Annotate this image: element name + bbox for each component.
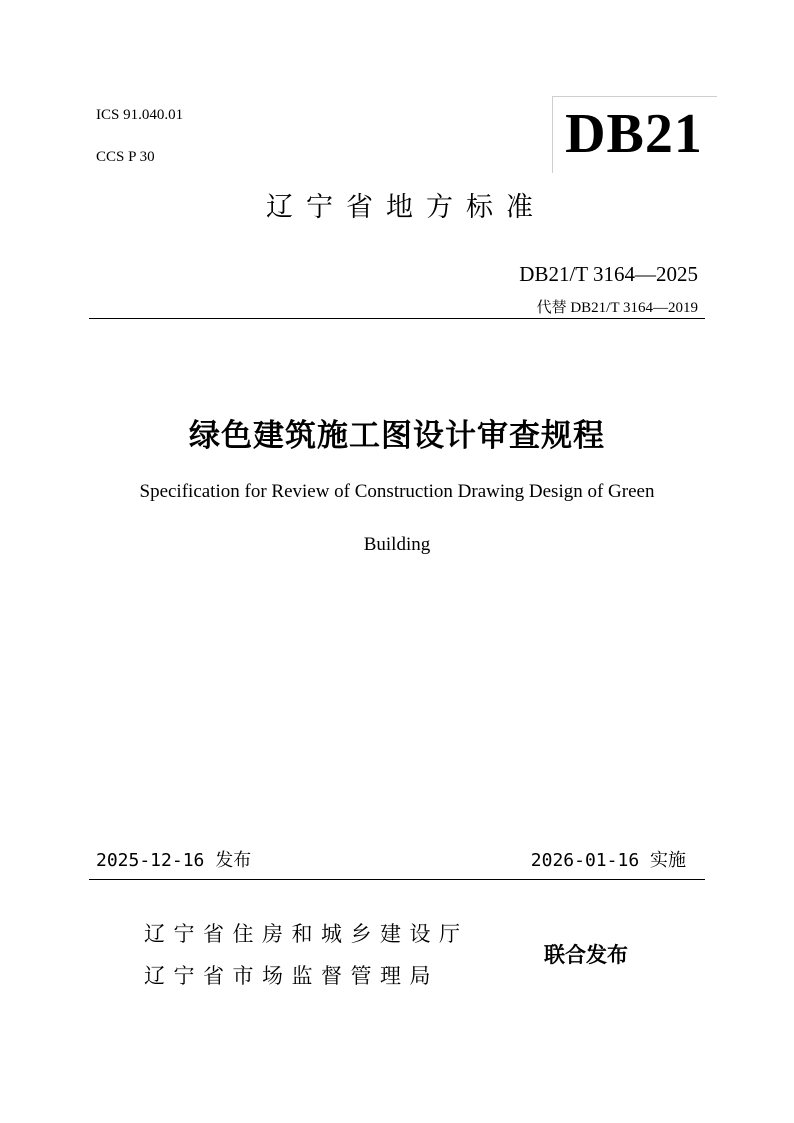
issuer-market-regulation: 辽宁省市场监督管理局 [144,964,439,988]
document-title-english-line1: Specification for Review of Construction Drawing Design of Green [139,481,655,502]
publish-date: 2025-12-16 发布 [96,850,252,871]
db21-badge: DB21 [565,103,703,165]
document-title-english-line2: Building [363,534,431,555]
document-title-chinese: 绿色建筑施工图设计审查规程 [189,418,605,454]
ccs-code: CCS P 30 [96,149,155,165]
bottom-divider [89,879,705,880]
joint-release-label: 联合发布 [544,943,628,967]
top-divider [89,318,705,319]
standard-number: DB21/T 3164—2025 [519,262,698,286]
ics-code: ICS 91.040.01 [96,107,184,123]
effective-date: 2026-01-16 实施 [530,850,686,871]
issuer-housing-department: 辽宁省住房和城乡建设厅 [144,922,469,946]
standard-type-heading: 辽宁省地方标准 [266,192,546,223]
replaces-standard: 代替 DB21/T 3164—2019 [536,300,698,316]
